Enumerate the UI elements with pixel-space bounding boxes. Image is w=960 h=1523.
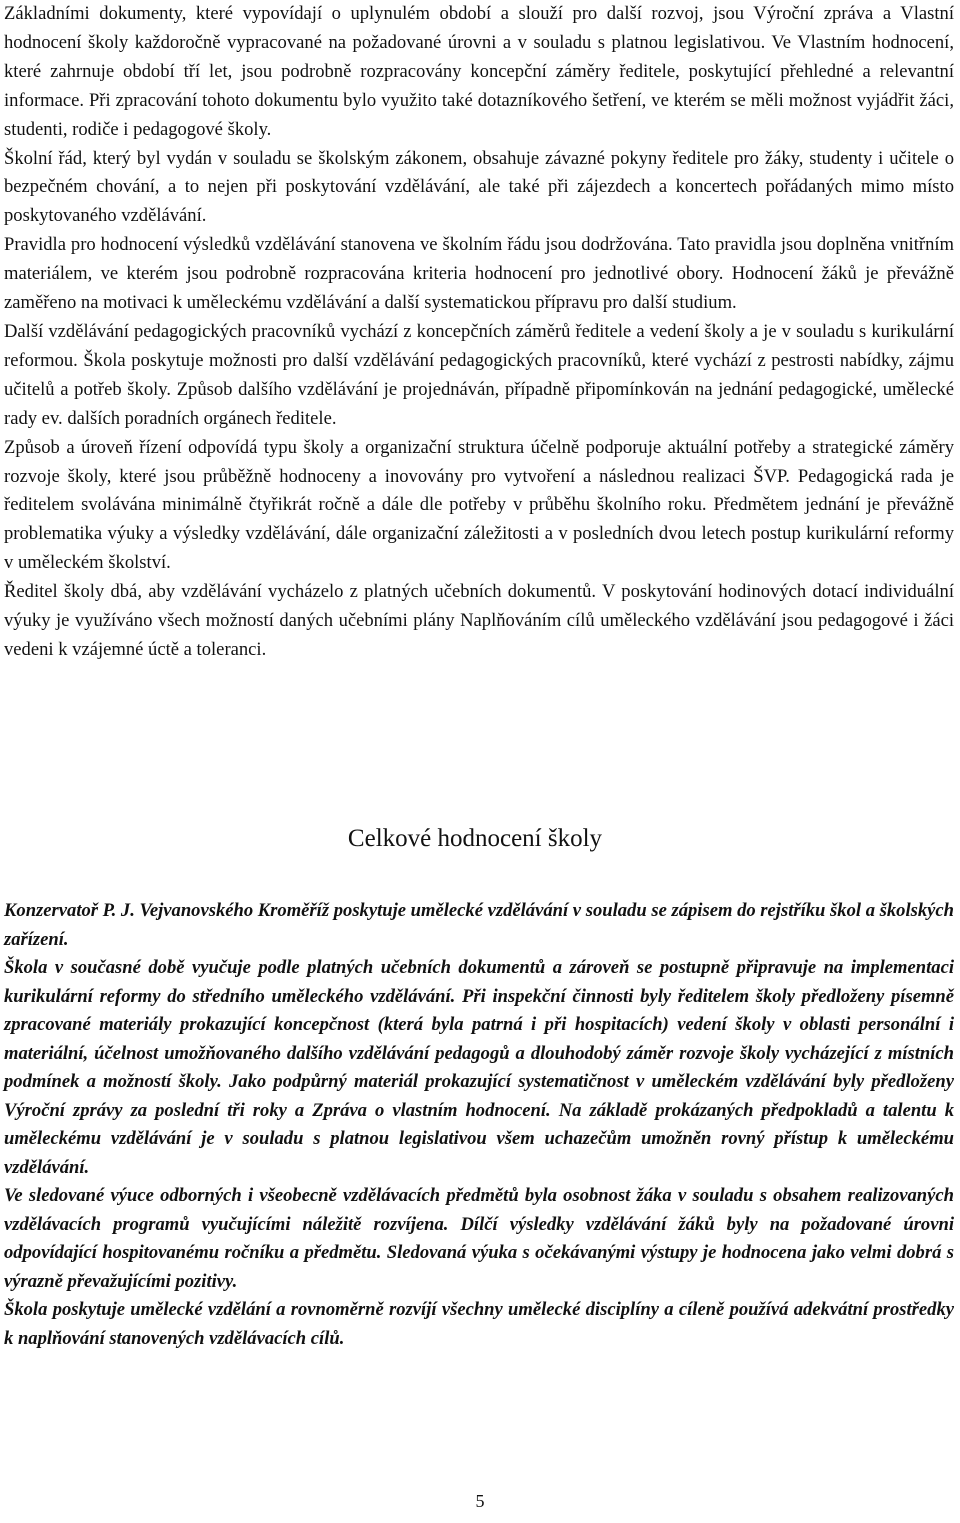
evaluation-paragraph-conservatory: Konzervatoř P. J. Vejvanovského Kroměříž poskytuje umělecké vzdělávání v souladu se zápisem do rejstříku škol a školských zařízení. <box>4 900 955 950</box>
overall-evaluation <box>4 897 954 1353</box>
paragraph-management: Způsob a úroveň řízení odpovídá typu školy a organizační struktura účelně podporuje aktuální potřeby a strategické záměry rozvoje školy, které jsou průběžně hodnoceny a inovovány pro vytvoření a následnou realizaci ŠVP. Pedagogická rada je ředitelem svolávána minimálně čtyřikrát ročně a dále dle potřeby v průběhu školního roku. Předmětem jednání je převážně problematika výuky a výsledky vzdělávání, dále organizační záležitosti a v posledních dvou letech postup kurikulární reformy v uměleckém školství. <box>4 436 954 574</box>
page-number: 5 <box>475 1491 485 1511</box>
evaluation-paragraph-disciplines: Škola poskytuje umělecké vzdělání a rovnoměrně rozvíjí všechny umělecké disciplíny a cíleně používá adekvátní prostředky k naplňování stanovených vzdělávacích cílů. <box>4 1299 954 1349</box>
evaluation-paragraph-teaching: Ve sledované výuce odborných i všeobecně vzdělávacích předmětů byla osobnost žáka v souladu s obsahem realizovaných vzdělávacích programů vyučujícími náležitě rozvíjena. Dílčí výsledky vzdělávání žáků byly na požadované úrovni odpovídající hospitovanému ročníku a předmětu. Sledovaná výuka s očekávanými výstupy je hodnocena jako velmi dobrá s výrazně převažujícími pozitivy. <box>4 1185 954 1292</box>
evaluation-paragraph-curriculum: Škola v současné době vyučuje podle platných učebních dokumentů a zároveň se postupně připravuje na implementaci kurikulární reformy do středního uměleckého vzdělávání. Při inspekční činnosti byly ředitelem školy předloženy písemně zpracované materiály prokazující koncepčnost (která byla patrná i při hospitacích) vedení školy v oblasti personální i materiální, účelnost umožňovaného dalšího vzdělávání pedagogů a dlouhodobý záměr rozvoje školy vycházející z místních podmínek a možností školy. Jako podpůrný materiál prokazující systematičnost v uměleckém vzdělávání byly předloženy Výroční zprávy za poslední tři roky a Zpráva o vlastním hodnocení. Na základě prokázaných předpokladů a talentu k uměleckému vzdělávání je v souladu s platnou legislativou všem uchazečům umožněn rovný přístup k uměleckému vzdělávání. <box>4 957 954 1178</box>
paragraph-further-education: Další vzdělávání pedagogických pracovníků vychází z koncepčních záměrů ředitele a vedení školy a je v souladu s kurikulární reformou. Škola poskytuje možnosti pro další vzdělávání pedagogických pracovníků, které vychází z pestrosti nabídky, zájmu učitelů a potřeb školy. Způsob dalšího vzdělávání je projednáván, případně připomínkován na jednání pedagogické, umělecké rady ev. dalších poradních orgánech ředitele. <box>4 320 954 429</box>
paragraph-director: Ředitel školy dbá, aby vzdělávání vycházelo z platných učebních dokumentů. V poskytování hodinových dotací individuální výuky je využíváno všech možností daných učebními plány Naplňováním cílů uměleckého vzdělávání jsou pedagogové i žáci vedeni k vzájemné úctě a toleranci. <box>4 581 954 660</box>
paragraph-basic-documents: Základními dokumenty, které vypovídají o uplynulém období a slouží pro další rozvoj, jsou Výroční zpráva a Vlastní hodnocení školy každoročně vypracované na požadované úrovni a v souladu s platnou legislativou. Ve Vlastním hodnocení, které zahrnuje období tří let, jsou podrobně rozpracovány koncepční záměry ředitele, poskytující přehledné a relevantní informace. Při zpracování tohoto dokumentu bylo využito také dotazníkového šetření, ve kterém se měli možnost vyjádřit žáci, studenti, rodiče i pedagogové školy. <box>4 3 954 140</box>
section-heading: Celkové hodnocení školy <box>347 825 603 852</box>
paragraph-school-rules: Školní řád, který byl vydán v souladu se školským zákonem, obsahuje závazné pokyny ředitele pro žáky, studenty i učitele o bezpečném chování, a to nejen při poskytování vzdělávání, ale také při zájezdech a koncertech pořádaných mimo místo poskytovaného vzdělávání. <box>4 147 954 227</box>
paragraph-evaluation-rules: Pravidla pro hodnocení výsledků vzdělávání stanovena ve školním řádu jsou dodržována. Tato pravidla jsou doplněna vnitřním materiálem, ve kterém jsou podrobně rozpracována kriteria hodnocení pro jednotlivé obory. Hodnocení žáků je převážně zaměřeno na motivaci k uměleckému vzdělávání a další systematickou přípravu pro další studium. <box>4 234 954 314</box>
body-text <box>4 0 954 665</box>
